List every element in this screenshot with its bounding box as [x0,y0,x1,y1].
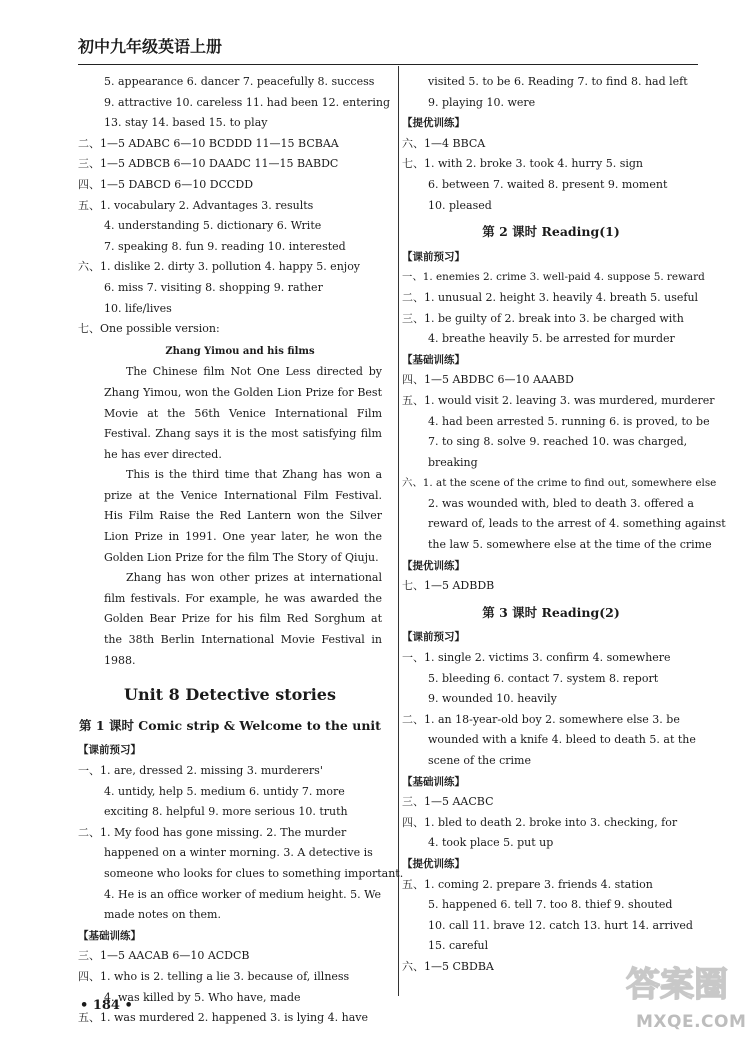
watermark-cn-text: 答案圈 [626,965,728,1005]
answer-line: 2. was wounded with, bled to death 3. offered a [428,496,694,510]
answer-line: someone who looks for clues to something important. [104,866,404,880]
answer-line: 二、1—5 ADABC 6—10 BCDDD 11—15 BCBAA [78,136,339,150]
answer-line: 4. was killed by 5. Who have, made [104,990,301,1004]
answer-line: 10. life/lives [104,301,172,315]
header-rule [78,64,698,65]
answer-line: 六、1—5 CBDBA [402,959,494,973]
right-column [402,72,726,978]
answer-line: 一、1. are, dressed 2. missing 3. murderers' [78,764,323,777]
answer-line: reward of, leads to the arrest of 4. something against [428,517,726,531]
section-label: 【基础训练】 [78,929,141,942]
section-label: 【基础训练】 [402,353,465,366]
essay-paragraph: This is the third time that Zhang has won a prize at the Venice International Film Festival. His Film Raise the Red Lantern won the Silver Lion Prize in 1991. One year later, he won the Golden Lion Prize for the film The Story of Qiuju. [104,468,382,564]
answer-line: made notes on them. [104,908,221,922]
answer-line: 六、1—4 BBCA [402,136,486,150]
answer-line: 10. pleased [428,198,492,212]
section-label: 【课前预习】 [78,744,141,757]
answer-line: 9. attractive 10. careless 11. had been 12. entering [104,95,391,109]
essay-title: Zhang Yimou and his films [165,345,315,357]
answer-line: 5. happened 6. tell 7. too 8. thief 9. shouted [428,898,673,912]
answer-line: 15. careful [428,939,489,953]
watermark-text: MXQE.COM [636,1012,747,1032]
answer-line: 二、1. My food has gone missing. 2. The murder [78,825,347,839]
answer-line: 五、1. vocabulary 2. Advantages 3. results [78,198,314,212]
answer-line: 9. wounded 10. heavily [428,692,557,706]
answer-line: 一、1. single 2. victims 3. confirm 4. somewhere [402,651,671,665]
left-column [78,72,404,1029]
answer-line: scene of the crime [428,754,531,767]
answer-line: 4. understanding 5. dictionary 6. Write [104,219,322,233]
answer-line: 6. between 7. waited 8. present 9. moment [428,177,668,191]
answer-line: 四、1. bled to death 2. broke into 3. checking, for [402,815,678,829]
answer-line: 三、1—5 AACBC [402,795,494,809]
answer-line: 13. stay 14. based 15. to play [104,116,268,130]
column-divider [398,66,399,996]
answer-line: exciting 8. helpful 9. more serious 10. truth [104,805,348,819]
answer-line: 5. appearance 6. dancer 7. peacefully 8. success [104,75,375,88]
section-label: 【课前预习】 [402,250,465,263]
answer-line: 二、1. an 18-year-old boy 2. somewhere else 3. be [402,712,680,726]
answer-line: 4. untidy, help 5. medium 6. untidy 7. more [104,784,345,798]
answer-line: 四、1. who is 2. telling a lie 3. because of, illness [78,969,350,983]
answer-line: 4. took place 5. put up [428,836,554,850]
answer-line: 7. speaking 8. fun 9. reading 10. interested [104,239,346,253]
essay-paragraph: Zhang has won other prizes at international film festivals. For example, he was awarded the Golden Bear Prize for his film Red Sorghum at the 38th Berlin International Movie Festival in 1988. [104,571,382,667]
answer-line: wounded with a knife 4. bleed to death 5. at the [428,733,696,747]
answer-line: 一、1. enemies 2. crime 3. well-paid 4. suppose 5. reward [402,271,705,284]
page-number: • 184 • [80,998,133,1013]
answer-line: 五、1. would visit 2. leaving 3. was murdered, murderer [402,393,715,407]
essay-paragraph: The Chinese film Not One Less directed by Zhang Yimou, won the Golden Lion Prize for Best Movie at the 56th Venice International Film Festival. Zhang says it is the most satisfying film he has ever directed. [104,365,382,461]
answer-line: 5. bleeding 6. contact 7. system 8. report [428,671,659,685]
book-title: 初中九年级英语上册 [78,37,223,56]
section-label: 【提优训练】 [402,559,465,572]
answer-line: 四、1—5 ABDBC 6—10 AAABD [402,373,574,387]
answer-line: 10. call 11. brave 12. catch 13. hurt 14. arrived [428,918,693,932]
answer-line: 六、1. at the scene of the crime to find out, somewhere else [402,477,717,490]
answer-line: 六、1. dislike 2. dirty 3. pollution 4. happy 5. enjoy [78,260,361,274]
answer-line: 五、1. was murdered 2. happened 3. is lying 4. have [78,1011,368,1025]
answer-line: 9. playing 10. were [428,95,536,109]
essay-body [78,362,382,671]
answer-line: 三、1—5 ADBCB 6—10 DAADC 11—15 BABDC [78,157,339,171]
answer-line: 7. to sing 8. solve 9. reached 10. was charged, [428,435,688,449]
unit-title: Unit 8 Detective stories [124,685,336,705]
answer-line: happened on a winter morning. 3. A detective is [104,846,373,860]
lesson-title: 第 1 课时 Comic strip & Welcome to the unit [79,717,381,733]
answer-line: 七、1. with 2. broke 3. took 4. hurry 5. sign [402,157,644,171]
answer-line: 二、1. unusual 2. height 3. heavily 4. breath 5. useful [402,290,699,304]
answer-line: 三、1. be guilty of 2. break into 3. be charged with [402,311,684,325]
section-label: 【提优训练】 [402,857,465,870]
answer-line: 七、One possible version: [78,322,220,336]
section-label: 【提优训练】 [402,117,465,130]
answer-line: 6. miss 7. visiting 8. shopping 9. rather [104,280,323,294]
answer-line: 四、1—5 DABCD 6—10 DCCDD [78,177,254,191]
answer-line: 三、1—5 AACAB 6—10 ACDCB [78,949,250,963]
answer-line: 五、1. coming 2. prepare 3. friends 4. station [402,877,653,891]
lesson-title: 第 2 课时 Reading(1) [482,224,620,240]
answer-line: 4. breathe heavily 5. be arrested for murder [428,332,675,346]
answer-line: 4. had been arrested 5. running 6. is proved, to be [428,414,710,428]
section-label: 【课前预习】 [402,631,465,644]
answer-line: breaking [428,455,478,469]
lesson-title: 第 3 课时 Reading(2) [482,604,620,620]
answer-line: 七、1—5 ADBDB [402,579,495,593]
answer-line: the law 5. somewhere else at the time of the crime [428,538,712,552]
answer-line: 4. He is an office worker of medium height. 5. We [104,887,382,901]
answer-line: visited 5. to be 6. Reading 7. to find 8. had left [428,75,688,88]
section-label: 【基础训练】 [402,775,465,788]
